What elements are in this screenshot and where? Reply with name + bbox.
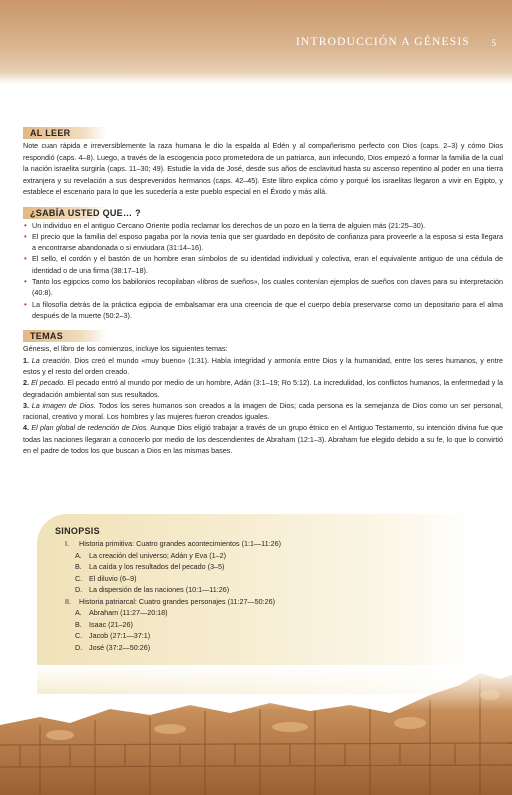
outline-text: Historia primitiva: Cuatro grandes acontecimientos (1:1—11:26) [79,539,282,548]
outline-row [65,642,281,654]
outline-marker: I. [65,539,69,548]
bullet-icon: • [24,299,27,309]
outline-marker: A. [75,550,82,560]
outline-marker: B. [75,619,82,629]
theme-item [23,355,503,378]
outline-marker: C. [75,631,83,640]
outline-marker: II. [65,596,71,606]
running-header: INTRODUCCIÓN A GÉNESIS [296,36,470,48]
outline-text: La dispersión de las naciones (10:1—11:26) [89,585,230,594]
outline-text: El diluvio (6–9) [89,573,137,583]
sabia-list [23,220,503,322]
bullet-icon: • [24,276,27,286]
outline-marker: D. [75,585,83,594]
list-item-text: Tanto los egipcios como los babilonios recopilaban «libros de sueños», los cuales contenían ejemplos de sueños con claves para su interpretación (40:8). [32,276,503,298]
outline-text: Historia patriarcal: Cuatro grandes personajes (11:27—50:26) [79,596,276,606]
list-item [23,231,503,254]
outline-marker: B. [75,562,82,571]
outline-text: Jacob (27:1—37:1) [89,631,151,640]
heading-label: ¿SABÍA USTED QUE… ? [30,207,141,218]
theme-term: La imagen de Dios. [31,400,96,410]
outline-row [65,573,281,585]
outline-row [65,538,281,550]
theme-item [23,422,503,456]
section-heading [23,330,503,342]
outline-text: Isaac (21–26) [89,619,133,629]
temas-intro: Génesis, el libro de los comienzos, incluye los siguientes temas: [23,344,228,354]
theme-number: 4. [23,423,29,433]
section-heading [23,127,503,139]
list-item [23,253,503,276]
list-item [23,220,503,231]
outline-row [65,607,281,619]
theme-text: Todos los seres humanos son creados a la imagen de Dios; cada persona es la semejanza de Dios como un ser personal, racional, creativo y moral. Los hombres y las mujeres fueron creados iguales. [23,400,503,422]
outline-row [65,550,281,562]
theme-number: 1. [23,355,29,365]
outline-text: La creación del universo; Adán y Eva (1–2) [89,550,227,560]
outline-row [65,596,281,608]
temas-list [23,355,503,457]
main-content [23,127,503,465]
section-sabia [23,207,503,322]
theme-text: Dios creó el mundo «muy bueno» (1:31). Había integridad y armonía entre Dios y la humanidad, entre los seres humanos, y entre estos y el resto del orden creado. [23,355,504,376]
theme-text: Aunque Dios eligió trabajar a través de un grupo étnico en el Antiguo Testamento, su intención divina fue que todas las naciones llegaran a conocerlo por medio de los descendientes de Abraham (12:1–3). Abraham fue elegido debido a su fe, lo que lo convirtió en el padre de todos los que buscan a Dios en las mismas bases. [23,423,504,456]
list-item-text: La filosofía detrás de la práctica egipcia de embalsamar era una creencia de que el cuerpo debía preservarse como un depositario para el alma después de la muerte (50:2–3). [32,299,503,320]
page-number: 5 [491,38,496,48]
al-leer-text: Note cuan rápida e irreversiblemente la raza humana le dio la espalda al Edén y al compañerismo perfecto con Dios (caps. 2–3) y cómo Dios respondió (caps. 4–8). Luego, a través de la escogencia poco prometedora de un patriarca, aun infecundo, Dios empezó a formar la familia de la cual la nación israelita surgiría (caps. 11–30; 49). Estudie la vida de José, desde sus años de esclavitud hasta su ascenso repentino al poder en una tierra extranjera y su revelación a sus desprevenidos hermanos (caps. 42–45). Este libro explica cómo y porqué los israelitas llegaron a vivir en Egipto, y establece el escenario para lo que les sucedería a este pueblo especial en el Éxodo y más allá. [23,141,503,196]
synopsis-outline [65,538,281,653]
bullet-icon: • [24,220,27,230]
stone-ruins-illustration [0,665,512,795]
theme-number: 2. [23,378,29,388]
theme-term: El pecado. [31,378,66,388]
outline-row [65,561,281,573]
heading-label: TEMAS [30,331,63,342]
bullet-icon: • [24,254,27,264]
section-al-leer [23,127,503,198]
theme-number: 3. [23,400,29,410]
outline-row [65,619,281,631]
outline-text: Abraham (11:27—20:18) [89,608,168,617]
theme-term: La creación. [31,355,72,365]
theme-item [23,400,503,423]
section-temas [23,330,503,456]
list-item-text: El sello, el cordón y el bastón de un hombre eran símbolos de su identidad individual y colectiva, eran el equivalente antiguo de una cédula de identidad o de una firma (38:17–18). [32,254,503,275]
list-item [23,276,503,299]
synopsis-heading: SINOPSIS [55,526,100,536]
outline-marker: D. [75,642,83,652]
outline-marker: A. [75,608,82,617]
outline-row [65,584,281,596]
theme-item [23,377,503,400]
theme-text: El pecado entró al mundo por medio de un hombre, Adán (3:1–19; Ro 5:12). La incredulidad, los conflictos humanos, la enfermedad y la degradación ambiental son sus resultados. [23,378,504,399]
outline-text: La caída y los resultados del pecado (3–5) [89,562,225,571]
list-item-text: El precio que la familia del esposo pagaba por la novia tenía que ser guardado en depósito de confianza para proveerle a la esposa si esta llegara a encontrarse abandonada o si enviudara (31:14–16). [32,231,503,253]
heading-label: AL LEER [30,128,71,138]
outline-marker: C. [75,573,83,583]
bullet-icon: • [24,231,27,241]
outline-text: José (37:2—50:26) [89,642,151,652]
list-item [23,299,503,322]
theme-term: El plan global de redención de Dios. [31,423,149,433]
section-heading [23,207,503,219]
list-item-text: Un individuo en el antiguo Cercano Oriente podía reclamar los derechos de un pozo en la tierra de alguien más (21:25–30). [32,220,426,230]
outline-row [65,630,281,642]
